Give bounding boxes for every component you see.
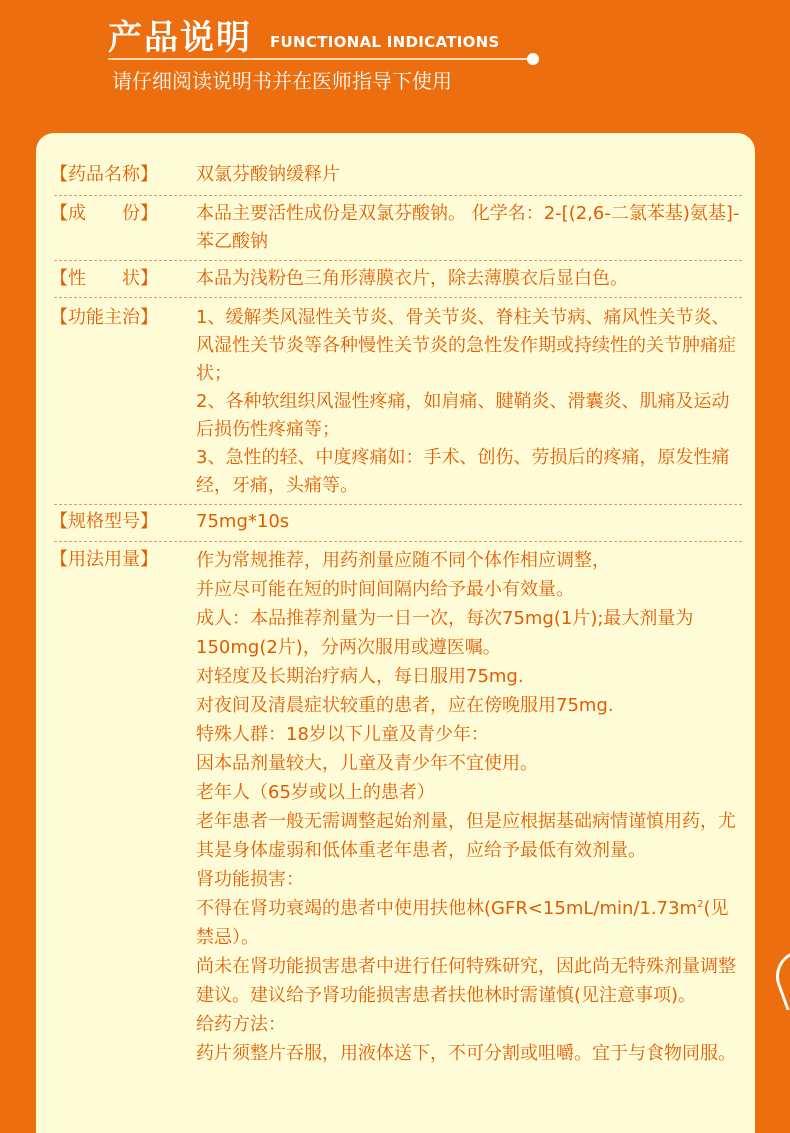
dosage-line: 尚未在肾功能损害患者中进行任何特殊研究，因此尚无特殊剂量调整建议。建议给予肾功能损害患者扶他林时需谨慎(见注意事项)。 — [196, 956, 736, 1006]
dosage-line: 对轻度及长期治疗病人，每日服用75mg. — [196, 666, 524, 687]
page-title: 产品说明 — [108, 18, 252, 58]
value-indications — [196, 304, 742, 500]
label-specification: 【规格型号】 — [50, 511, 158, 532]
instructions-card — [36, 133, 755, 1133]
value-composition: 本品主要活性成份是双氯芬酸钠。 化学名：2-[(2,6-二氯苯基)氨基]-苯乙酸钠 — [196, 203, 740, 252]
label-composition: 【成 份】 — [50, 203, 158, 224]
value-specification: 75mg*10s — [196, 511, 290, 532]
dosage-line: 药片须整片吞服，用液体送下，不可分割或咀嚼。宜于与食物同服。 — [196, 1043, 736, 1064]
label-dosage: 【用法用量】 — [50, 549, 158, 570]
dosage-line: 特殊人群：18岁以下儿童及青少年： — [196, 724, 489, 745]
instructions-table — [50, 157, 742, 1068]
dosage-line: 因本品剂量较大，儿童及青少年不宜使用。 — [196, 753, 538, 774]
dosage-line-gfr — [196, 894, 742, 952]
row-indications — [50, 298, 742, 504]
title-underline — [108, 58, 532, 60]
dosage-line: 并应尽可能在短的时间间隔内给予最小有效量。 — [196, 579, 574, 600]
dosage-line: 老年患者一般无需调整起始剂量，但是应根据基础病情谨慎用药，尤其是身体虚弱和低体重老年患者，应给予最低有效剂量。 — [196, 811, 736, 861]
dosage-line: 给药方法： — [196, 1014, 286, 1035]
dosage-line: 对夜间及清晨症状较重的患者，应在傍晚服用75mg. — [196, 695, 614, 716]
label-indications: 【功能主治】 — [50, 307, 158, 328]
row-properties — [50, 261, 742, 297]
label-properties: 【性 状】 — [50, 268, 158, 289]
value-drug-name: 双氯芬酸钠缓释片 — [196, 164, 340, 185]
row-dosage — [50, 542, 742, 1068]
gfr-superscript: 2 — [697, 899, 704, 910]
row-specification — [50, 505, 742, 541]
page-title-english: FUNCTIONAL INDICATIONS — [270, 33, 500, 51]
title-dot-decoration — [527, 53, 539, 65]
label-drug-name: 【药品名称】 — [50, 164, 158, 185]
dosage-line: 肾功能损害： — [196, 869, 304, 890]
gfr-tail: (见禁忌）。 — [196, 898, 729, 948]
page-subtitle: 请仔细阅读说明书并在医师指导下使用 — [112, 69, 452, 93]
row-composition — [50, 196, 742, 260]
dosage-line: 老年人（65岁或以上的患者） — [196, 782, 435, 803]
indication-item: 2、各种软组织风湿性疼痛，如肩痛、腱鞘炎、滑囊炎、肌痛及运动后损伤性疼痛等； — [196, 391, 730, 440]
header-banner — [0, 0, 790, 130]
value-dosage — [196, 546, 742, 1068]
indication-item: 3、急性的轻、中度疼痛如：手术、创伤、劳损后的疼痛，原发性痛经，牙痛，头痛等。 — [196, 447, 730, 496]
indication-item: 1、缓解类风湿性关节炎、骨关节炎、脊柱关节病、痛风性关节炎、风湿性关节炎等各种慢性关节炎的急性发作期或持续性的关节肿痛症状； — [196, 307, 736, 384]
dosage-line: 成人：本品推荐剂量为一日一次，每次75mg(1片);最大剂量为150mg(2片)，分两次服用或遵医嘱。 — [196, 608, 694, 658]
arc-decoration — [769, 943, 790, 1011]
gfr-text: 不得在肾功衰竭的患者中使用扶他林(GFR<15mL/min/1.73m — [196, 898, 698, 919]
value-properties: 本品为浅粉色三角形薄膜衣片，除去薄膜衣后显白色。 — [196, 268, 628, 289]
dosage-line: 作为常规推荐，用药剂量应随不同个体作相应调整， — [196, 550, 610, 571]
row-drug-name — [50, 157, 742, 195]
